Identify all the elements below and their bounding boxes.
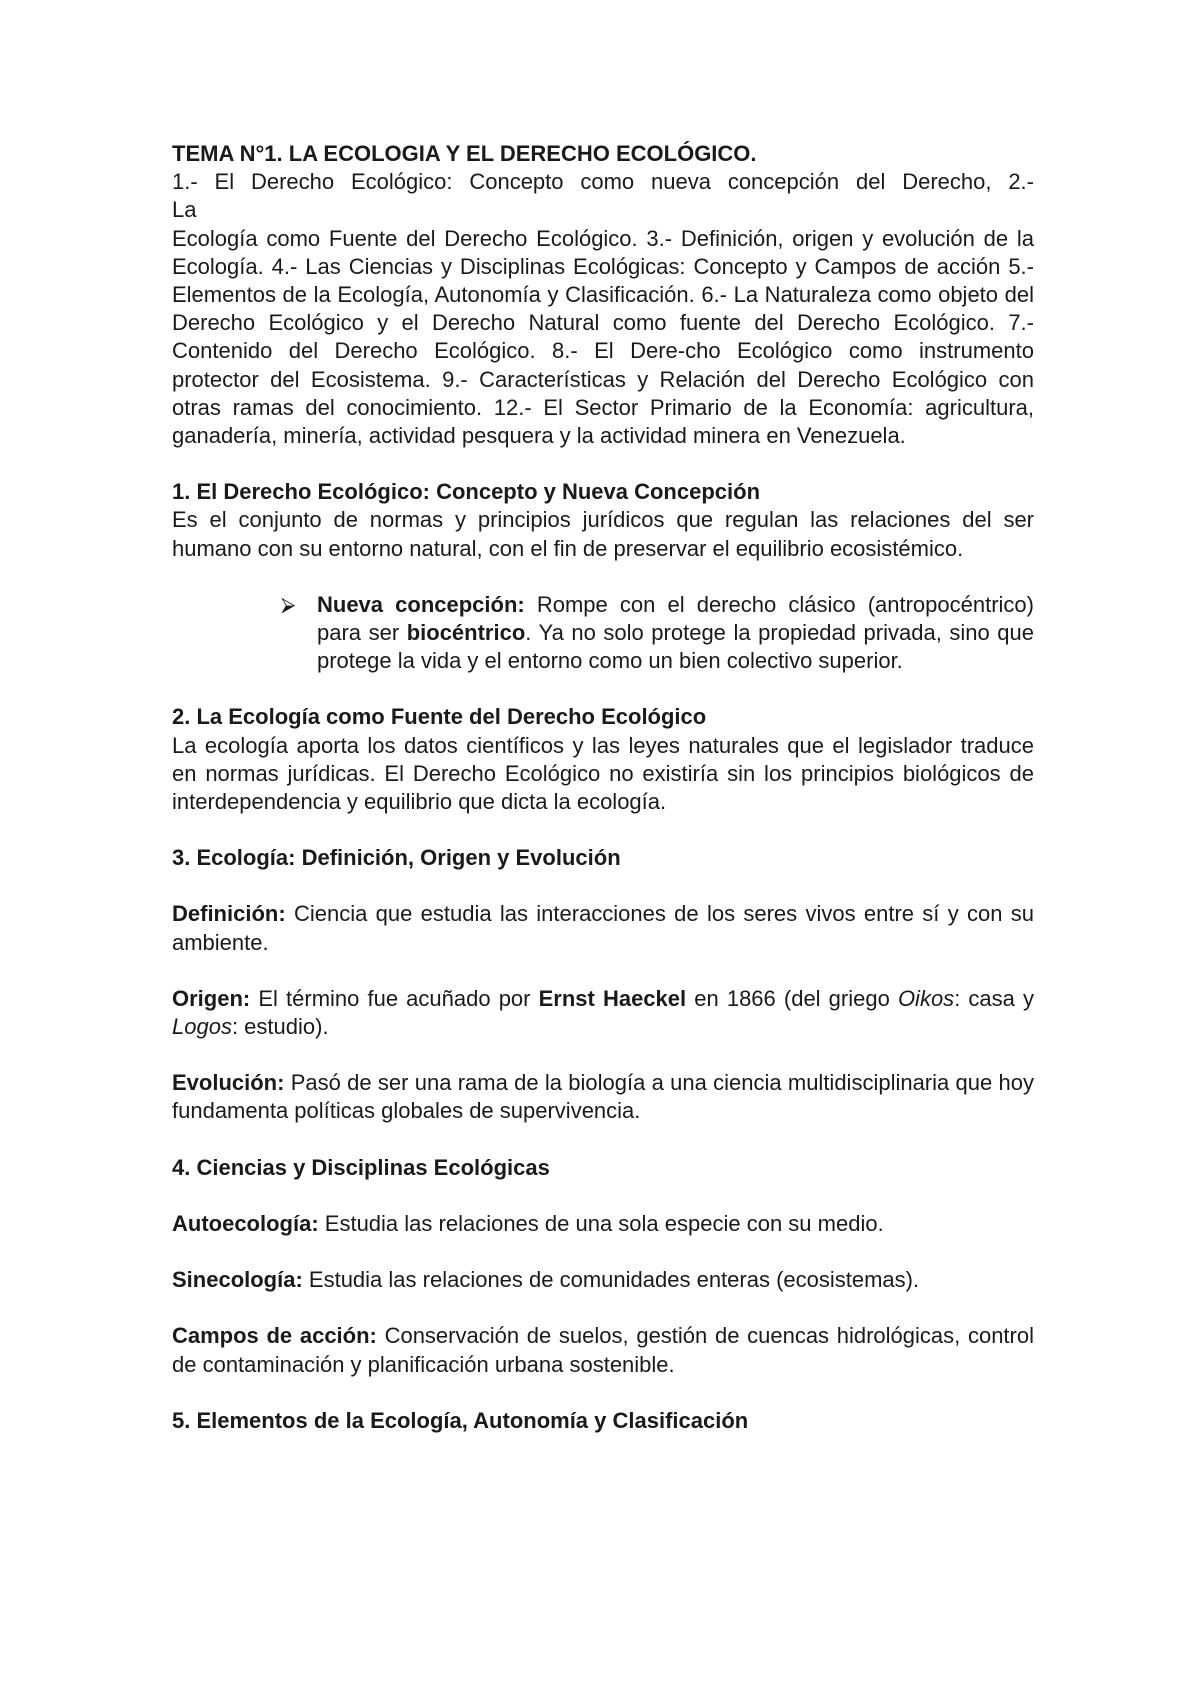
origen-paragraph (172, 985, 1034, 1041)
bullet-text-b: . Ya no solo protege la propiedad privada, sino que protege la vida y el entorno como un bien colectivo superior. (317, 620, 1034, 674)
campos-label: Campos de acción: (172, 1323, 377, 1349)
definicion-text: Ciencia que estudia las interacciones de los seres vivos entre sí y con su ambiente. (172, 901, 1034, 955)
campos-paragraph (172, 1322, 1034, 1378)
origen-text-c: : casa y (954, 985, 1034, 1011)
bullet-text-a: Rompe con el derecho clásico (antropocéntrico) para ser (317, 591, 1034, 646)
section-1-body: Es el conjunto de normas y principios jurídicos que regulan las relaciones del ser humano con su entorno natural, con el fin de preservar el equilibrio ecosistémico. (172, 507, 1034, 561)
origen-label: Origen: (172, 985, 251, 1011)
autoecologia-text: Estudia las relaciones de una sola especie con su medio. (318, 1210, 884, 1236)
bullet-bold-term: biocéntrico (406, 620, 526, 646)
evolucion-label: Evolución: (172, 1070, 285, 1096)
origen-author: Ernst Haeckel (538, 985, 687, 1011)
document-page (172, 140, 1034, 1435)
campos-text: Conservación de suelos, gestión de cuencas hidrológicas, control de contaminación y planificación urbana sostenible. (172, 1323, 1034, 1377)
index-line-1-text: 1.- El Derecho Ecológico: Concepto como nueva concepción del Derecho, 2.- (172, 169, 1034, 195)
autoecologia-label: Autoecología: (172, 1210, 319, 1236)
bullet-item-nueva-concepcion (281, 591, 1034, 676)
index-line-1 (172, 168, 1034, 196)
autoecologia-paragraph (172, 1210, 1034, 1238)
origen-text-a: El término fue acuñado por (250, 985, 539, 1011)
sinecologia-text: Estudia las relaciones de comunidades enteras (ecosistemas). (302, 1267, 920, 1293)
evolucion-paragraph (172, 1069, 1034, 1125)
section-2-heading: 2. La Ecología como Fuente del Derecho Ecológico (172, 704, 707, 730)
document-title: TEMA N°1. LA ECOLOGIA Y EL DERECHO ECOLÓGICO. (172, 141, 757, 166)
section-1-heading: 1. El Derecho Ecológico: Concepto y Nueva Concepción (172, 479, 761, 505)
section-2-body: La ecología aporta los datos científicos y las leyes naturales que el legislador traduce en normas jurídicas. El Derecho Ecológico no existiría sin los principios biológicos de interdependencia y equilibrio que dicta la ecología. (172, 732, 1034, 815)
sinecologia-paragraph (172, 1266, 1034, 1294)
evolucion-text: Pasó de ser una rama de la biología a una ciencia multidisciplinaria que hoy fundamenta políticas globales de supervivencia. (172, 1070, 1034, 1124)
arrow-bullet-icon: ⮚ (281, 593, 296, 616)
index-line-2: La (172, 197, 197, 223)
section-3-heading: 3. Ecología: Definición, Origen y Evolución (172, 845, 621, 871)
definicion-label: Definición: (172, 901, 286, 927)
origen-text-d: : estudio). (231, 1014, 329, 1040)
sinecologia-label: Sinecología: (172, 1267, 303, 1293)
origen-oikos: Oikos (897, 985, 955, 1011)
section-4-heading: 4. Ciencias y Disciplinas Ecológicas (172, 1154, 550, 1180)
index-body: Ecología como Fuente del Derecho Ecológico. 3.- Definición, origen y evolución de la Ecología. 4.- Las Ciencias y Disciplinas Ecológicas: Concepto y Campos de acción 5.- Elementos de la Ecología, Autonomía y Clasificación. 6.- La Naturaleza como objeto del Derecho Ecológico y el Derecho Natural como fuente del Derecho Ecológico. 7.- Contenido del Derecho Ecológico. 8.- El Dere-cho Ecológico como instrumento protector del Ecosistema. 9.- Características y Relación del Derecho Ecológico con otras ramas del conocimiento. 12.- El Sector Primario de la Economía: agricultura, ganadería, minería, actividad pesquera y la actividad minera en Venezuela. (172, 225, 1034, 449)
origen-logos: Logos (172, 1014, 232, 1040)
origen-text-b: en 1866 (del griego (686, 985, 898, 1011)
section-5-heading: 5. Elementos de la Ecología, Autonomía y Clasificación (172, 1407, 749, 1433)
bullet-label: Nueva concepción: (317, 591, 525, 617)
definicion-paragraph (172, 900, 1034, 956)
